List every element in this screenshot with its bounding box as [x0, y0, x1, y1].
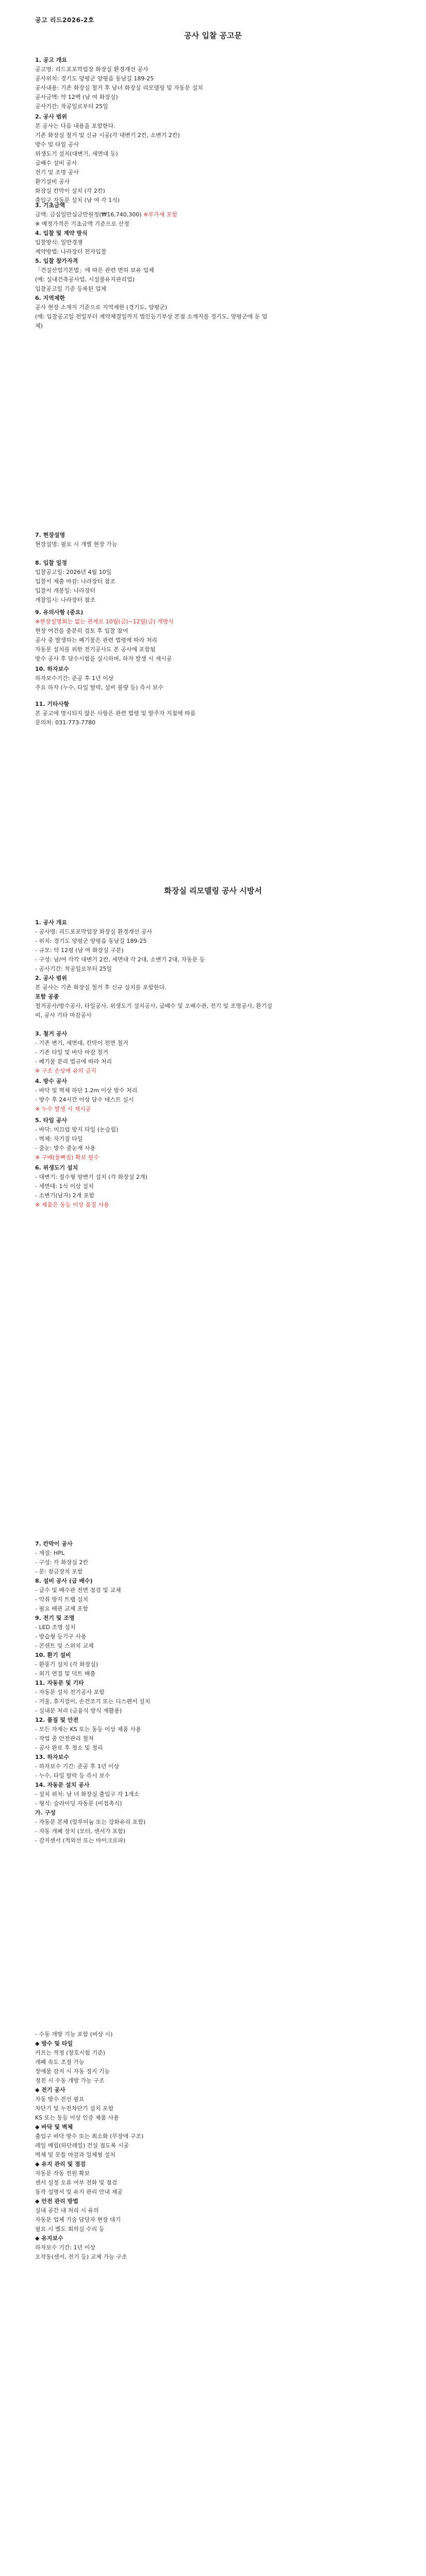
section-line: [35, 1105, 91, 1114]
section-line: 출입구 자동문 설치 (남 여 각 1식): [35, 197, 120, 204]
spec-tail-line: 벽체 및 문틀 마감과 일체형 설치: [35, 2151, 116, 2158]
section-line: - 문: 잠금장치 포함: [35, 1568, 83, 1575]
section-line: 화장실 칸막이 설치 (각 2칸): [35, 188, 105, 194]
spec-tail-line: 장애물 감지 시 자동 정지 기능: [35, 2068, 110, 2075]
section-line: - LED 조명 설치: [35, 1624, 76, 1631]
section-line: 본 공고에 명시되지 않은 사항은 관련 법령 및 발주자 지침에 따름: [35, 710, 196, 717]
section-line: - 방수 후 24시간 이상 담수 테스트 실시: [35, 1096, 134, 1103]
section-line: - 재질: HPL: [35, 1550, 64, 1556]
notice-number: 공고 리드2026-2호: [35, 16, 94, 24]
bold-label: ◆ 유지 관리 및 점검: [35, 2161, 86, 2167]
spec-tail-line: KS 또는 동등 이상 인증 제품 사용: [35, 2114, 119, 2121]
spec-tail-line: [35, 2039, 73, 2048]
section-line: 자동문 설치를 위한 전기공사도 본 공사에 포함됨: [35, 646, 156, 653]
section-line: - 급수 및 배수관 전면 점검 및 교체: [35, 1587, 121, 1594]
section-line: - 자동 개폐 장치 (모터, 센서가 포함): [35, 1828, 126, 1835]
spec-tail-line: 레일 매립(하단레일) 건설 접도록 시공: [35, 2142, 129, 2149]
section-heading: 11. 기타사항: [35, 701, 69, 707]
section-line: 본 공사는 기존 화장실 철거 후 신규 설치를 포함한다.: [35, 984, 167, 991]
section-line: - 기존 변기, 세면대, 칸막이 전면 철거: [35, 1040, 128, 1046]
spec-tail-line: [35, 2234, 63, 2243]
section-line: - 공사 완료 후 청소 및 정리: [35, 1744, 103, 1751]
section-line: - 형식: 슬라이딩 자동문 (비접촉식): [35, 1800, 122, 1807]
section-line: - 자동문 설치 전기공사 포함: [35, 1689, 105, 1696]
section-line: - 실내문 처리 (금융식 방식 재활용): [35, 1707, 122, 1714]
section-heading: 7. 칸막이 공사: [35, 1540, 73, 1547]
spec-tail-line: 센서 설정 오류 여부 전화 및 점검: [35, 2179, 118, 2186]
spec-tail-line: [35, 2086, 65, 2095]
section-line: 계약방법: 나라장터 전자입찰: [35, 248, 107, 255]
section-line: - 기존 타일 및 바닥 마감 철거: [35, 1049, 108, 1056]
section-line: - 외기 연결 및 덕트 배출: [35, 1670, 96, 1677]
spec-title: 화장실 리모델링 공사 시방서: [164, 886, 262, 895]
section-heading: 13. 하자보수: [35, 1754, 69, 1760]
section-line: [35, 617, 174, 626]
section-line: 하자보수기간: 준공 후 1년 이상: [35, 675, 114, 682]
section-line: 공사위치: 경기도 양평군 양평읍 동남길 189-25: [35, 75, 154, 82]
highlight-note: ※ 제품은 동등 이상 품질 사용: [35, 1201, 109, 1208]
section-line: 주요 하자 (누수, 타일 탈락, 설비 불량 등) 즉시 보수: [35, 684, 163, 691]
section-heading: 10. 환기 설비: [35, 1652, 71, 1658]
section-line: - 환풍기 설치 (각 화장실): [35, 1661, 99, 1668]
section-line: - 규모: 약 12평 (남 여 화장실 구분): [35, 947, 124, 954]
section-line: 현장 여건을 충분히 검토 후 입찰 참여: [35, 628, 128, 634]
section-line: 입찰서 개봉일: 나라장터: [35, 587, 95, 594]
section-heading: 9. 전기 및 조명: [35, 1615, 75, 1621]
section-line: 급배수 설비 공사: [35, 160, 77, 166]
spec-tail-line: 자동문 작동 전원 확보: [35, 2170, 90, 2177]
section-line: 현장설명: 필요 시 개별 현장 가능: [35, 541, 118, 548]
section-line: - 하자보수 기간: 준공 후 1년 이상: [35, 1763, 120, 1770]
section-line: [35, 992, 59, 1002]
section-heading: 1. 공고 개요: [35, 57, 67, 63]
section-line: (예: 입찰공고일 전일부터 계약체결일까지 법인등기부상 본점 소재지를 경기도, 양평군에 둔 업: [35, 313, 268, 320]
section-line: - 모든 자재는 KS 또는 동등 이상 제품 사용: [35, 1726, 141, 1733]
section-line: - 구성: 각 화장실 2칸: [35, 1559, 89, 1566]
section-heading: 4. 입찰 및 계약 방식: [35, 230, 88, 236]
section-heading: 6. 위생도기 설치: [35, 1164, 78, 1171]
section-heading: 11. 자동문 및 기타: [35, 1680, 84, 1686]
spec-tail-line: 필요 시 별도 회의실 수리 등: [35, 2226, 105, 2232]
line-text: 금액: 금십일만십금만원정(₩16,740,300): [35, 211, 144, 218]
notice-title: 공사 입찰 공고문: [184, 31, 242, 40]
section-line: 본 공사는 다음 내용을 포함한다.: [35, 123, 116, 129]
section-heading: 4. 방수 공사: [35, 1078, 67, 1084]
section-line: - 필요 배관 교체 포함: [35, 1605, 88, 1612]
bold-label: 포함 공종: [35, 993, 59, 1000]
section-line: 입찰서 제출 마감: 나라장터 참조: [35, 578, 116, 585]
bold-label: ◆ 방수 및 타일: [35, 2040, 73, 2047]
spec-tail-line: 커프는 적정 (창호시험 기준): [35, 2049, 105, 2056]
spec-tail-line: 차단기 및 누전차단기 설치 포함: [35, 2105, 114, 2112]
section-line: [35, 1200, 109, 1210]
spec-tail-line: 자동 방수 전선 필요: [35, 2096, 85, 2103]
section-heading: 2. 공사 범위: [35, 975, 67, 981]
section-line: 환기설비 공사: [35, 178, 70, 185]
section-line: 공사내용: 기존 화장실 철거 후 남녀 화장실 리모델링 및 자동문 설치: [35, 84, 203, 91]
section-line: 공사금액: 약 12백 (남 여 화장실): [35, 94, 118, 100]
spec-tail-line: [35, 2160, 86, 2169]
section-line: 방수 및 타일 공사: [35, 141, 79, 148]
highlight-note: ※ 누수 발생 시 재시공: [35, 1106, 91, 1112]
section-heading: 3. 기초금액: [35, 202, 65, 209]
section-heading: 12. 품질 및 안전: [35, 1717, 79, 1723]
section-heading: 9. 유의사항 (중요): [35, 609, 84, 616]
section-line: - 바닥 및 벽체 하단 1.2m 이상 방수 처리: [35, 1087, 138, 1094]
section-line: - 벽체: 자기질 타일: [35, 1136, 83, 1142]
section-heading: 8. 입찰 일정: [35, 560, 67, 566]
spec-tail-line: 정전 시 수동 개방 가능 구조: [35, 2077, 105, 2084]
section-line: [35, 210, 177, 219]
section-line: [35, 1153, 99, 1162]
section-line: - 구성: 남/여 각각 대변기 2칸, 세면대 각 2대, 소변기 2대, 자동문 등: [35, 956, 205, 963]
section-line: - 작업 중 안전관리 철저: [35, 1735, 94, 1742]
section-line: 체): [35, 323, 43, 329]
highlight-note: ※현장설명회는 없는 관계로 10월(금)~12월(금) 개방식: [35, 618, 174, 625]
section-heading: 14. 자동문 설치 공사: [35, 1782, 90, 1788]
section-line: - 소변기(남자) 2개 포함: [35, 1192, 95, 1199]
section-heading: 2. 공사 범위: [35, 113, 67, 120]
section-line: - 세면대: 1식 이상 설치: [35, 1183, 94, 1190]
section-line: - 공사명: 리드포포막업장 화장실 환경개선 공사: [35, 928, 153, 935]
section-heading: 3. 철거 공사: [35, 1030, 67, 1037]
section-line: 위생도기 설치(대변기, 세면대 등): [35, 150, 118, 157]
bold-label: ◆ 바닥 및 벽체: [35, 2124, 73, 2130]
section-line: - 대변기: 절수형 양변기 설치 (각 화장실 2개): [35, 1174, 148, 1180]
spec-tail-line: [35, 2123, 73, 2132]
section-heading: 1. 공사 개요: [35, 919, 67, 926]
section-line: (예: 실내건축공사업, 시설물유지관리업): [35, 276, 135, 283]
section-heading: 10. 하자보수: [35, 666, 69, 672]
section-line: 전기 및 조명 공사: [35, 169, 79, 176]
spec-tail-line: 하자보수 기간: 1년 이상: [35, 2244, 95, 2251]
spec-tail-line: 오작동(센서, 전기 등) 교체 가능 구조: [35, 2253, 127, 2260]
bold-label: ◆ 안전 관리 방법: [35, 2198, 78, 2205]
spec-tail-line: 자동문 업체 기술 담당자 현장 대기: [35, 2216, 121, 2223]
section-line: - 방습형 등기구 사용: [35, 1633, 87, 1640]
section-line: - 줄눈: 방수 줄눈재 사용: [35, 1145, 96, 1151]
bold-label: ◆ 전기 공사: [35, 2087, 65, 2093]
highlight-note: ※ 구배(물빠짐) 확보 필수: [35, 1154, 99, 1161]
section-line: - 공사기간: 착공일로부터 25일: [35, 965, 112, 972]
spec-tail-line: 출입구 바닥 방수 또는 최소화 (무장애 구조): [35, 2133, 144, 2140]
section-line: - 거울, 휴지걸이, 손건조기 또는 디스펜서 설치: [35, 1698, 151, 1705]
section-line: 공사 중 발생하는 폐기물은 관련 법령에 따라 처리: [35, 637, 157, 643]
bold-label: ◆ 유지보수: [35, 2235, 63, 2242]
spec-tail-line: [35, 2197, 78, 2206]
section-line: ※ 예정가격은 기초금액 기준으로 산정: [35, 221, 129, 227]
spec-tail-line: - 수동 개방 기능 포함 (비상 시): [35, 2031, 113, 2038]
spec-tail-line: 동작 설명서 및 유지 관리 안내 제공: [35, 2189, 123, 2195]
section-line: 입찰공고일: 2026년 4월 10일: [35, 569, 112, 575]
section-line: 공사 현장 소재지 기준으로 지역제한 (경기도, 양평군): [35, 304, 168, 311]
section-line: - 설치 위치: 남 녀 화장실 출입구 각 1개소: [35, 1791, 140, 1798]
section-line: 문의처: 031-773-7780: [35, 719, 96, 726]
section-line: 「건설산업기본법」에 따른 관련 면허 보유 업체: [35, 267, 154, 274]
highlight-note: ※ 구조 손상에 유의 금지: [35, 1067, 96, 1074]
section-heading: 5. 타일 공사: [35, 1117, 67, 1124]
section-line: 입찰공고일 기준 등록된 업체: [35, 285, 107, 292]
spec-tail-line: 개폐 속도 조절 가능: [35, 2059, 85, 2065]
section-heading: 7. 현장설명: [35, 532, 65, 538]
section-line: [35, 1066, 96, 1076]
section-line: - 위치: 경기도 양평군 양평읍 동남길 189-25: [35, 938, 147, 944]
section-line: - 누수, 타일 탈락 등 즉시 보수: [35, 1772, 110, 1779]
section-line: - 악취 방지 트랩 설치: [35, 1596, 88, 1603]
section-line: 공사기간: 착공일로부터 25일: [35, 103, 108, 110]
section-line: - 바닥: 미끄럼 방지 타일 (논슬립): [35, 1126, 119, 1133]
section-heading: 8. 설비 공사 (급 배수): [35, 1578, 93, 1584]
section-line: 개찰일시: 나라장터 참조: [35, 597, 95, 603]
section-line: 공고명: 리드포포막업장 화장실 환경개선 공사: [35, 66, 149, 73]
section-line: 비, 공사 기타 마감공사: [35, 1012, 92, 1019]
highlight-note: ※부가세 포함: [143, 211, 177, 218]
section-heading: 가. 구성: [35, 1809, 56, 1816]
spec-tail-line: 실내 공간 내 처리 시 유의: [35, 2207, 99, 2214]
section-line: 입찰방식: 일반경쟁: [35, 239, 83, 246]
section-line: - 자동문 본체 (알루미늄 또는 강화유리 포함): [35, 1819, 146, 1825]
section-line: 방수 공사 후 담수시험을 실시하며, 하자 발생 시 재시공: [35, 655, 172, 662]
section-heading: 6. 지역제한: [35, 295, 65, 301]
section-line: - 감지센서 (적외선 또는 마이크로파): [35, 1837, 126, 1844]
section-line: 기존 화장실 철거 및 신규 시공(각 대변기 2칸, 소변기 2칸): [35, 132, 180, 139]
section-heading: 5. 입찰 참가자격: [35, 258, 78, 264]
section-line: 철거공사/방수공사, 타일공사, 위생도기 설치공사, 급배수 및 오배수관, 전기 및 조명공사, 환기설: [35, 1003, 272, 1009]
section-line: - 폐기물 분리 법규에 따라 처리: [35, 1058, 112, 1065]
section-line: - 콘센트 및 스위치 교체: [35, 1642, 94, 1649]
